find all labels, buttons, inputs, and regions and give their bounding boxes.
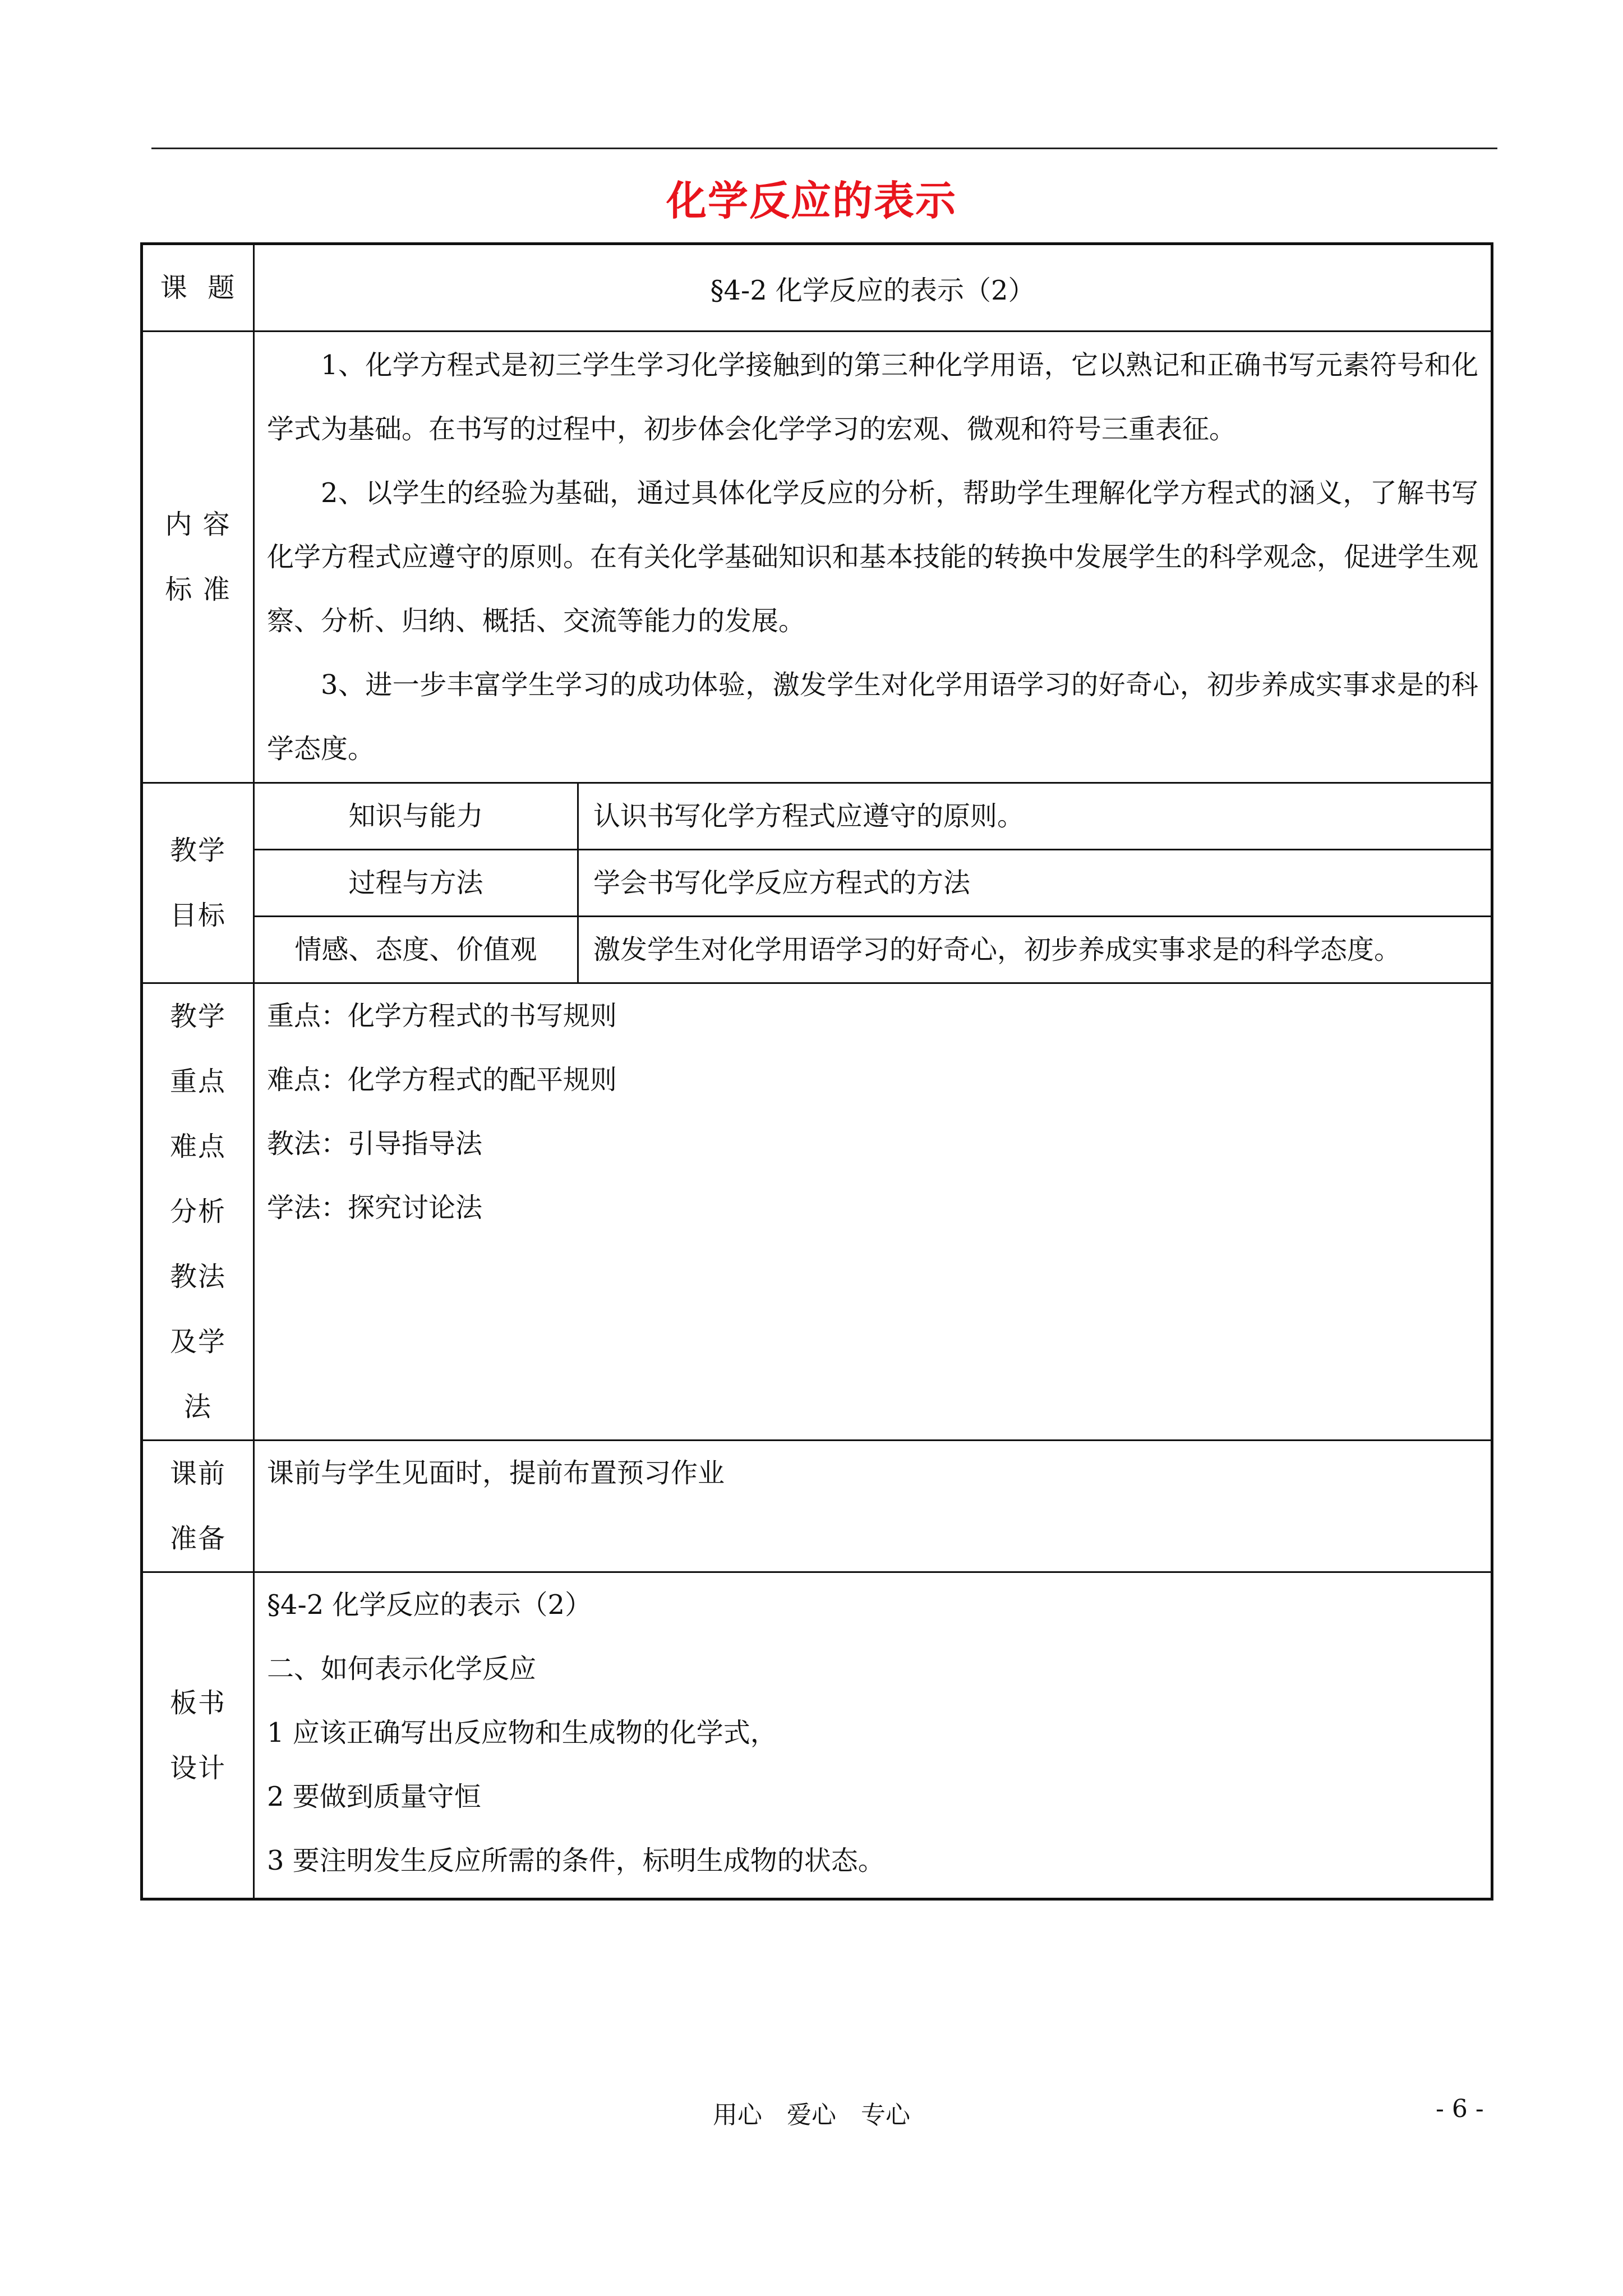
goal-row [142,850,1492,917]
content-standard-label: 内 容 标 准 [142,332,254,783]
page-title: 化学反应的表示 [666,177,957,224]
topic-label: 课 题 [142,244,254,332]
goal-row [142,917,1492,983]
preparation-text: 课前与学生见面时，提前布置预习作业 [254,1441,1492,1572]
content-paragraph: 2、以学生的经验为基础，通过具体化学反应的分析，帮助学生理解化学方程式的涵义，了解书写化学方程式应遵守的原则。在有关化学基础知识和基本技能的转换中发展学生的科学观念，促进学生观察、分析、归纳、概括、交流等能力的发展。 [267,477,1479,637]
goal-name: 情感、态度、价值观 [254,917,578,983]
board-design-label: 板书 设计 [142,1572,254,1899]
board-line: 2 要做到质量守恒 [267,1781,481,1812]
preparation-label: 课前 准备 [142,1441,254,1572]
board-line: 1 应该正确写出反应物和生成物的化学式， [267,1717,777,1749]
footer-motto: 用心 爱心 专心 [713,2101,910,2129]
key-point-line: 学法：探究讨论法 [267,1192,483,1223]
goal-text: 激发学生对化学用语学习的好奇心，初步养成实事求是的科学态度。 [578,917,1492,983]
board-line: 二、如何表示化学反应 [267,1653,537,1685]
teaching-goals-label: 教学 目标 [142,783,254,983]
key-points-label: 教学 重点 难点 分析 教法 及学 法 [142,983,254,1441]
board-design-text [254,1572,1492,1899]
topic-value: §4-2 化学反应的表示（2） [254,244,1492,332]
goal-name: 过程与方法 [254,850,578,917]
content-standard-text [254,332,1492,783]
key-point-line: 重点：化学方程式的书写规则 [267,1000,617,1032]
preparation-row [142,1441,1492,1572]
header-rule [151,148,1497,149]
key-point-line: 教法：引导指导法 [267,1128,483,1159]
key-points-row [142,983,1492,1441]
goal-text: 认识书写化学方程式应遵守的原则。 [578,783,1492,850]
page-number: - 6 - [1436,2095,1484,2123]
board-design-row [142,1572,1492,1899]
goal-row [142,783,1492,850]
content-standard-row [142,332,1492,783]
key-point-line: 难点：化学方程式的配平规则 [267,1064,617,1096]
content-paragraph: 3、进一步丰富学生学习的成功体验，激发学生对化学用语学习的好奇心，初步养成实事求是的科学态度。 [267,669,1479,765]
lesson-plan-table [140,242,1493,1901]
goal-text: 学会书写化学反应方程式的方法 [578,850,1492,917]
content-paragraph: 1、化学方程式是初三学生学习化学接触到的第三种化学用语，它以熟记和正确书写元素符号和化学式为基础。在书写的过程中，初步体会化学学习的宏观、微观和符号三重表征。 [267,349,1479,445]
board-line: 3 要注明发生反应所需的条件，标明生成物的状态。 [267,1845,885,1876]
board-line: §4-2 化学反应的表示（2） [267,1589,592,1621]
topic-row [142,244,1492,332]
goal-name: 知识与能力 [254,783,578,850]
key-points-text [254,983,1492,1441]
